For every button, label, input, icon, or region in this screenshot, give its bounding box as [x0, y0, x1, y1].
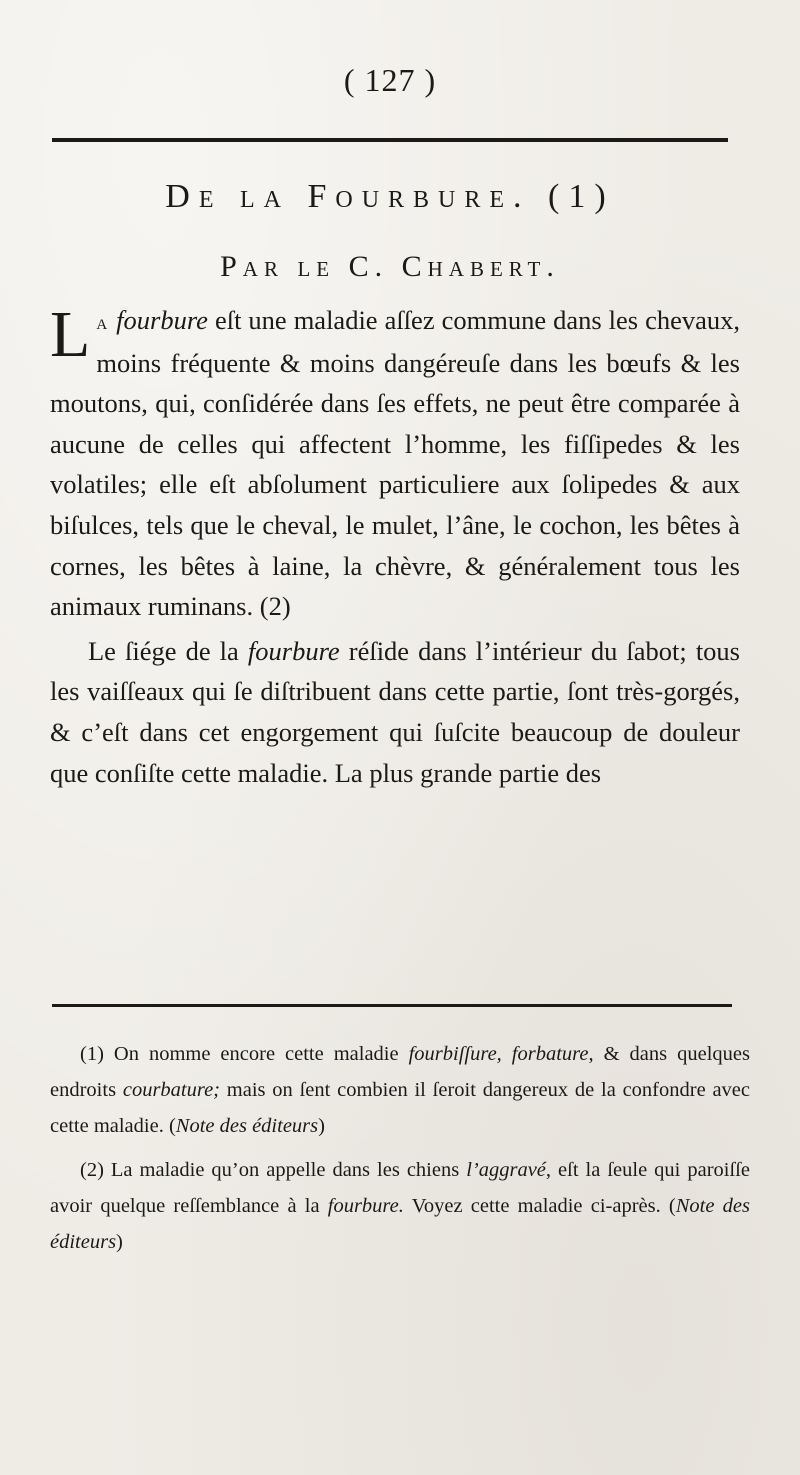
paragraph-text: réſide dans l’intérieur du ſabot; tous les vaiſſeaux qui ſe diſtribuent dans cette partie, ſont très-gorgés, & c’eſt dans cet engorgement qui ſuſcite beaucoup de douleur que conſiſte cette maladie. La plus grande partie des	[50, 635, 740, 788]
footnote-rule	[52, 1004, 732, 1007]
drop-cap: L	[50, 298, 91, 371]
paragraph-1	[50, 300, 740, 627]
italic-term: fourbiſſure, forbature	[408, 1043, 589, 1065]
chapter-author: Par le C. Chabert.	[220, 250, 560, 283]
footnote-text: )	[318, 1115, 325, 1137]
italic-term: fourbure	[247, 635, 340, 666]
header-rule	[52, 138, 728, 142]
footnotes	[50, 1036, 750, 1260]
italic-term: fourbure.	[327, 1195, 404, 1217]
page-number: ( 127 )	[343, 62, 437, 98]
lead-word: a	[96, 309, 110, 334]
footnote-text: (1) On nomme encore cette maladie	[80, 1043, 409, 1065]
footnote-2	[50, 1152, 750, 1260]
footnote-1	[50, 1036, 750, 1144]
paragraph-text: Le ſiége de la	[88, 635, 248, 666]
paragraph-2	[50, 631, 740, 793]
footnote-text: )	[116, 1231, 123, 1253]
footnote-text: , eſt la ſeule qui paroiſſe avoir quelque reſſemblance à la	[50, 1159, 750, 1217]
paragraph-text: eſt une maladie aſſez commune dans les chevaux, moins fréquente & moins dangéreuſe dans les bœufs & les moutons, qui, conſidérée dans ſes effets, ne peut être comparée à aucune de celles qui affectent l’homme, les fiſſipedes & les volatiles; elle eſt abſolument particuliere aux ſolipedes & aux biſulces, tels que le cheval, le mulet, l’âne, le cochon, les bêtes à cornes, les bêtes à laine, la chèvre, & généralement tous les animaux ruminans. (2)	[50, 305, 740, 622]
italic-term: Note des éditeurs	[175, 1115, 319, 1137]
chapter-title: De la Fourbure. (1)	[165, 178, 615, 215]
footnote-text: (2) La maladie qu’on appelle dans les chiens	[80, 1159, 467, 1181]
footnote-text: Voyez cette maladie ci-après. (	[403, 1195, 676, 1217]
main-text	[50, 300, 740, 793]
italic-term: Note des éditeurs	[50, 1195, 750, 1253]
footnote-text: , & dans quelques endroits	[50, 1043, 750, 1101]
italic-term: courbature;	[122, 1079, 221, 1101]
footnote-text: mais on ſent combien il ſeroit dangereux de la confondre avec cette maladie. (	[50, 1079, 751, 1137]
italic-term: l’aggravé	[466, 1159, 546, 1181]
italic-term: fourbure	[116, 305, 208, 335]
